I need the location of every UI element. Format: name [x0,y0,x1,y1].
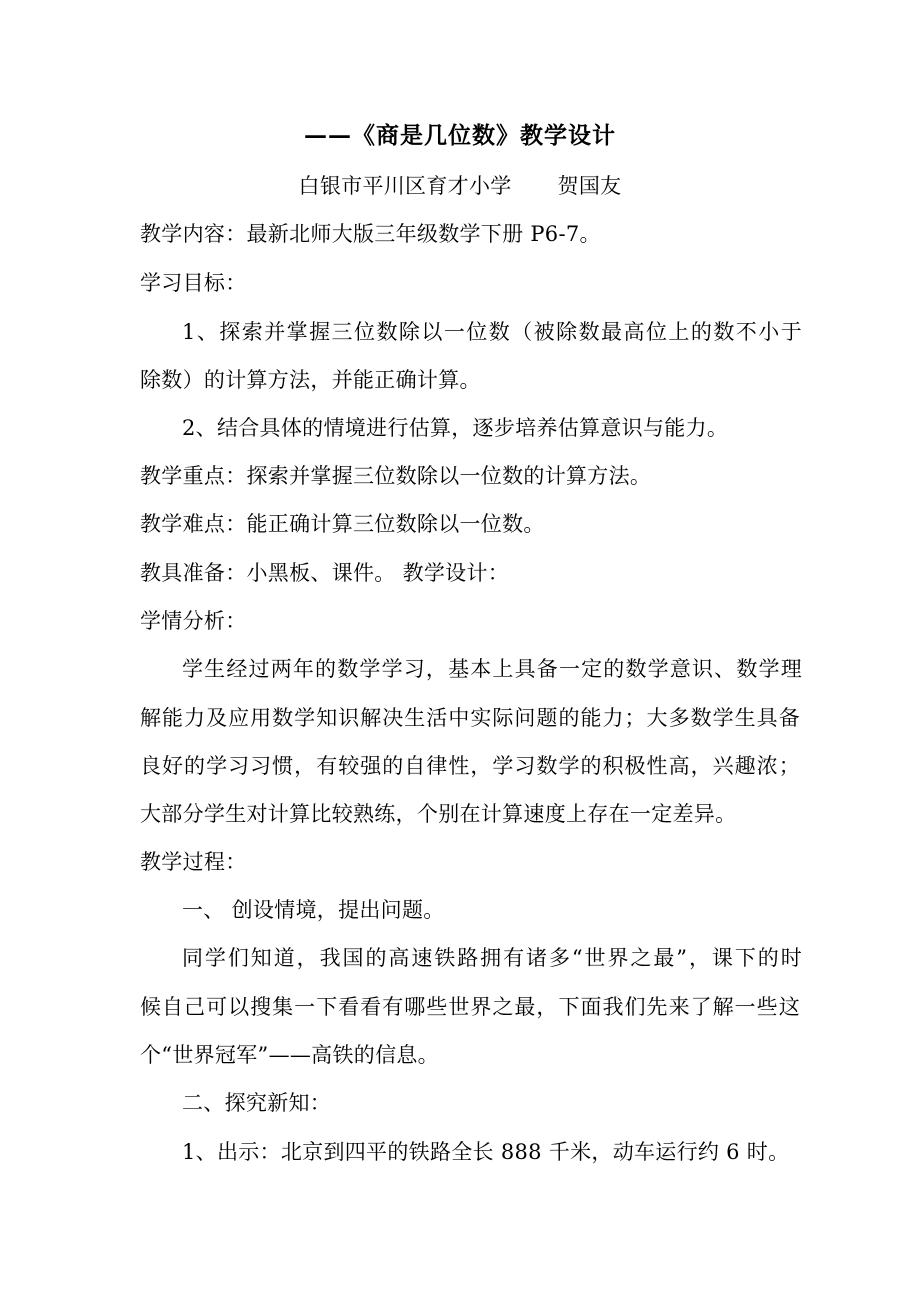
document-title: ——《商是几位数》教学设计 [304,122,616,149]
teaching-aids: 教具准备：小黑板、课件。 教学设计： [140,561,510,585]
process-step-1-line-2: 候自己可以搜集一下看看有哪些世界之最，下面我们先来了解一些这 [140,995,800,1019]
analysis-line-3: 良好的学习习惯，有较强的自律性，学习数学的积极性高，兴趣浓； [140,754,800,778]
process-step-1-heading: 一、 创设情境，提出问题。 [182,898,445,922]
teaching-difficulty: 教学难点：能正确计算三位数除以一位数。 [140,512,545,536]
process-step-2-item-1: 1、出示：北京到四平的铁路全长 888 千米，动车运行约 6 时。 [182,1140,790,1164]
objective-1-line-2: 除数）的计算方法，并能正确计算。 [140,368,481,392]
objective-2: 2、结合具体的情境进行估算，逐步培养估算意识与能力。 [182,416,729,440]
analysis-line-1: 学生经过两年的数学学习，基本上具备一定的数学意识、数学理 [182,657,802,681]
objective-1-line-1: 1、探索并掌握三位数除以一位数（被除数最高位上的数不小于 [182,320,802,344]
author-school: 白银市平川区育才小学 [298,174,512,198]
section-heading-objectives: 学习目标： [140,271,247,295]
author-line [0,172,920,200]
process-step-2-heading: 二、探究新知： [182,1091,332,1115]
analysis-line-2: 解能力及应用数学知识解决生活中实际问题的能力；大多数学生具备 [140,706,800,730]
analysis-line-4: 大部分学生对计算比较熟练，个别在计算速度上存在一定差异。 [140,802,737,826]
section-heading-process: 教学过程： [140,850,247,874]
teaching-key-point: 教学重点：探索并掌握三位数除以一位数的计算方法。 [140,464,652,488]
process-step-1-line-1: 同学们知道，我国的高速铁路拥有诸多“世界之最”，课下的时 [182,946,802,970]
section-heading-analysis: 学情分析： [140,609,247,633]
process-step-1-line-3: 个“世界冠军”——高铁的信息。 [140,1043,439,1067]
author-name: 贺国友 [557,174,622,198]
teaching-content: 教学内容：最新北师大版三年级数学下册 P6-7。 [140,222,601,246]
